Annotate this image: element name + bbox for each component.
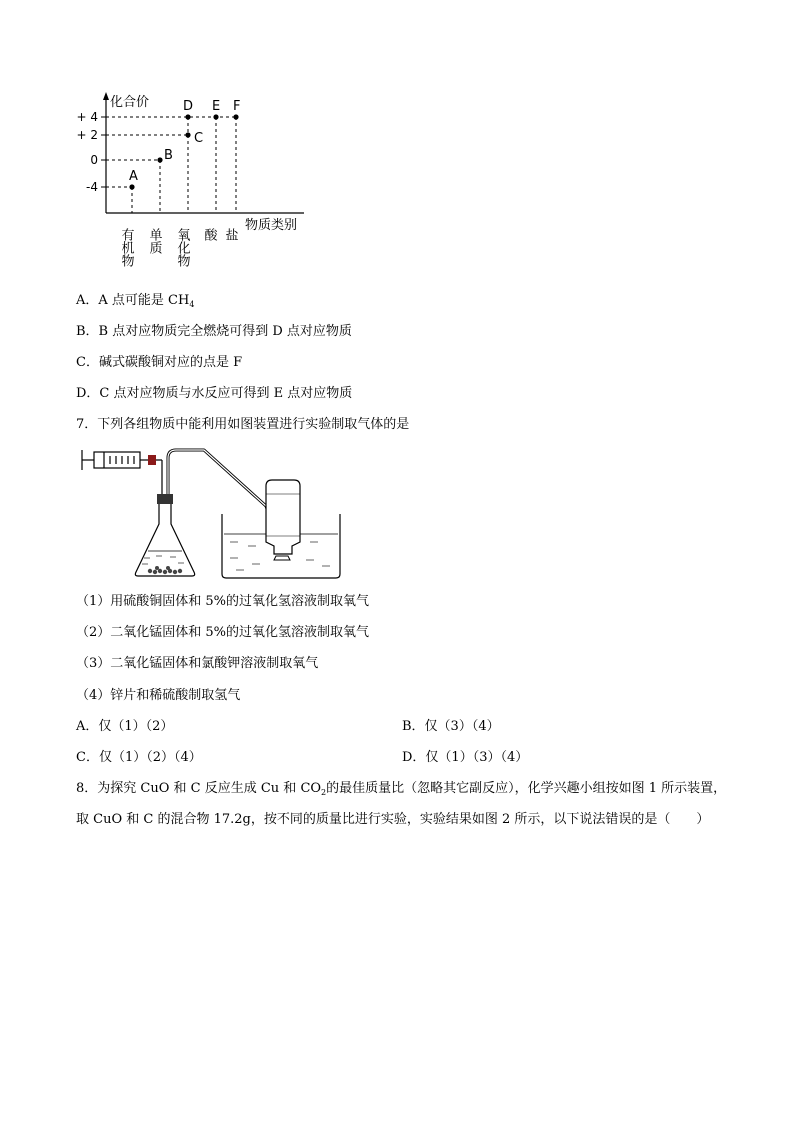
point-d [185, 114, 190, 119]
label-d: D [183, 99, 194, 114]
point-a [129, 184, 134, 189]
valence-category-graph [76, 88, 326, 278]
label-a: A [129, 169, 138, 184]
q6-option-d: D．C 点对应物质与水反应可得到 E 点对应物质 [76, 386, 353, 401]
category-acid: 酸 [201, 228, 217, 241]
y-axis-label: 化合价 [110, 95, 150, 110]
category-element: 单质 [146, 228, 162, 254]
q7-option-b: B．仅（3）（4） [402, 719, 500, 734]
y-tick-plus4: + 4 [76, 110, 98, 124]
y-tick-minus4: -4 [86, 180, 98, 194]
guide-lines [106, 117, 236, 213]
y-axis-arrow [103, 92, 109, 100]
q7-item-4: （4）锌片和稀硫酸制取氢气 [76, 688, 241, 703]
q7-item-1: （1）用硫酸铜固体和 5%的过氧化氢溶液制取氧气 [76, 594, 370, 609]
q7-option-a: A．仅（1）（2） [76, 719, 174, 734]
syringe-stopper [148, 455, 156, 465]
x-axis-label: 物质类别 [245, 218, 298, 233]
category-oxide: 氧化物 [174, 228, 190, 267]
gas-collection-apparatus [80, 446, 410, 586]
label-c: C [194, 131, 204, 146]
q6-option-c: C．碱式碳酸铜对应的点是 F [76, 355, 243, 370]
gas-collecting-bottle [266, 480, 300, 554]
label-e: E [212, 99, 221, 114]
shelf [274, 556, 290, 560]
label-f: F [233, 99, 241, 114]
q7-stem: 7．下列各组物质中能利用如图装置进行实验制取气体的是 [76, 417, 410, 432]
q8-stem-line1: 8．为探究 CuO 和 C 反应生成 Cu 和 $CO_2$的最佳质量比（忽略其它副反应），化学兴趣小组按如图 1 所示装置， [76, 781, 727, 797]
delivery-tube [168, 450, 280, 546]
y-tick-plus2: + 2 [76, 128, 98, 142]
conical-flask [135, 504, 194, 576]
point-b [157, 157, 162, 162]
y-tick-zero: 0 [90, 153, 98, 167]
point-e [213, 114, 218, 119]
q7-option-d: D．仅（1）（3）（4） [402, 750, 529, 765]
q6-option-a: A．A 点可能是 $CH_4$ [76, 293, 195, 309]
category-salt: 盐 [222, 228, 238, 241]
point-c [185, 132, 190, 137]
label-b: B [164, 148, 173, 163]
point-f [233, 114, 238, 119]
q7-option-c: C．仅（1）（2）（4） [76, 750, 202, 765]
q7-item-3: （3）二氧化锰固体和氯酸钾溶液制取氧气 [76, 656, 319, 671]
flask-stopper [157, 494, 173, 504]
solid-reactant [148, 566, 182, 574]
q8-stem-line2: 取 CuO 和 C 的混合物 17.2g，按不同的质量比进行实验，实验结果如图 2 所示，以下说法错误的是（ ） [76, 812, 710, 827]
category-organic: 有机物 [118, 228, 134, 267]
q6-option-b: B．B 点对应物质完全燃烧可得到 D 点对应物质 [76, 324, 352, 339]
q7-item-2: （2）二氧化锰固体和 5%的过氧化氢溶液制取氧气 [76, 625, 370, 640]
syringe-icon [82, 450, 150, 470]
